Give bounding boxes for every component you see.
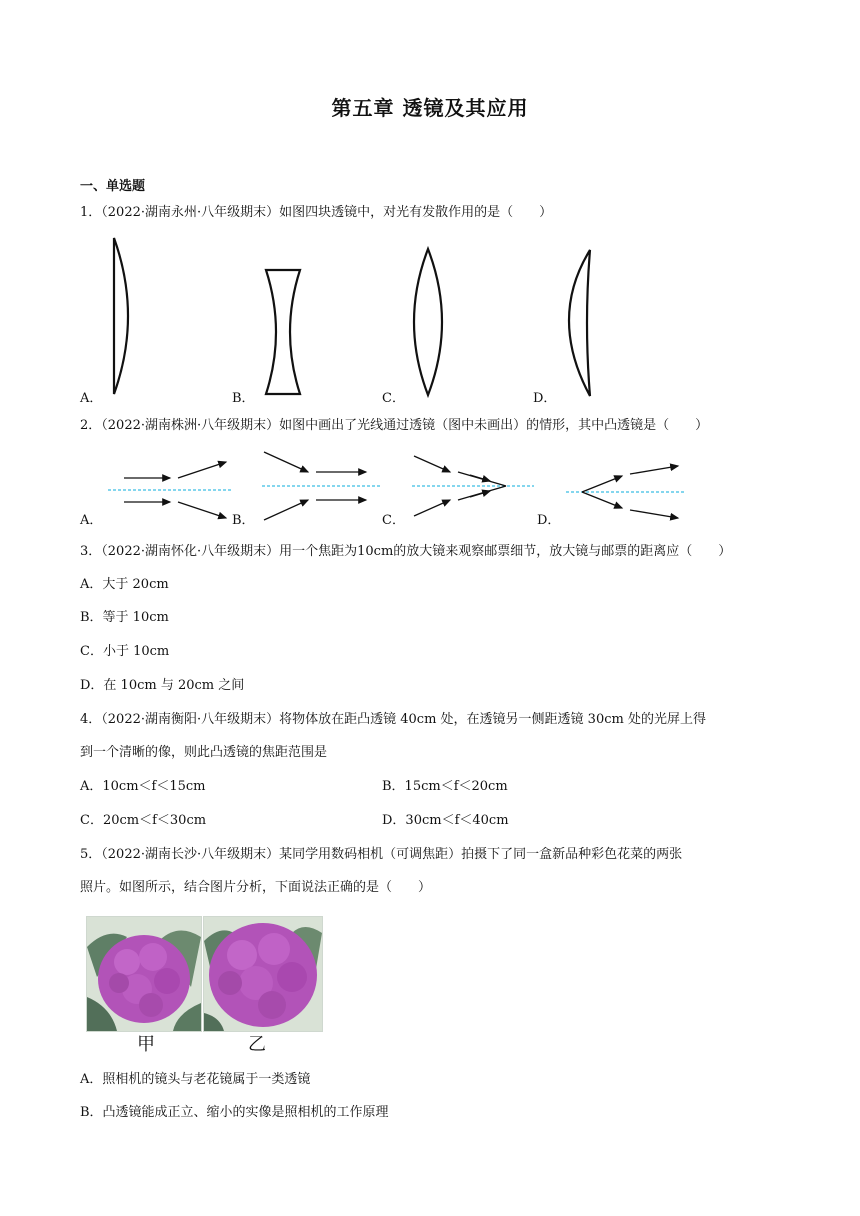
q2-figure-a (104, 458, 234, 522)
q3-option-d: D．在 10cm 与 20cm 之间 (80, 678, 245, 693)
page-title: 第五章 透镜及其应用 (331, 96, 529, 120)
q2-figure-d (564, 458, 688, 524)
q1-lens-c (408, 247, 448, 397)
photo-jia (86, 916, 202, 1032)
q5-option-b: B．凸透镜能成正立、缩小的实像是照相机的工作原理 (80, 1105, 389, 1120)
q4-option-d: D．30cm＜f＜40cm (382, 813, 509, 828)
section-heading: 一、单选题 (80, 179, 146, 194)
q1-label-d: D． (533, 391, 557, 406)
question-5-stem-line2: 照片。如图所示，结合图片分析，下面说法正确的是（ ） (80, 880, 432, 895)
q3-option-c: C．小于 10cm (80, 644, 170, 659)
q1-lens-a (108, 236, 140, 396)
q1-label-a: A． (80, 391, 103, 406)
question-2-stem: 2．（2022·湖南株洲·八年级期末）如图中画出了光线通过透镜（图中未画出）的情形，其中凸透镜是（ ） (80, 418, 709, 433)
q1-label-b: B． (232, 391, 255, 406)
q2-figure-c (410, 450, 536, 522)
photo-yi (203, 916, 323, 1032)
q2-label-d: D． (537, 513, 561, 528)
q3-option-a: A．大于 20cm (80, 577, 169, 592)
q2-label-c: C． (382, 513, 405, 528)
q2-label-b: B． (232, 513, 255, 528)
question-5-stem-line1: 5．（2022·湖南长沙·八年级期末）某同学用数码相机（可调焦距）拍摄下了同一盒新品种彩色花菜的两张 (80, 847, 683, 862)
photo-label-yi: 乙 (248, 1034, 266, 1055)
photo-label-jia: 甲 (137, 1034, 155, 1055)
q2-figure-b (260, 448, 384, 524)
question-1-stem: 1．（2022·湖南永州·八年级期末）如图四块透镜中，对光有发散作用的是（ ） (80, 205, 553, 220)
q4-option-a: A．10cm＜f＜15cm (80, 779, 206, 794)
q1-lens-d (556, 248, 600, 398)
q2-label-a: A． (80, 513, 103, 528)
q5-option-a: A．照相机的镜头与老花镜属于一类透镜 (80, 1072, 311, 1087)
q4-option-b: B．15cm＜f＜20cm (382, 779, 508, 794)
q1-label-c: C． (382, 391, 405, 406)
q4-option-c: C．20cm＜f＜30cm (80, 813, 207, 828)
question-4-stem-line1: 4．（2022·湖南衡阳·八年级期末）将物体放在距凸透镜 40cm 处，在透镜另一侧距透镜 30cm 处的光屏上得 (80, 712, 706, 727)
q3-option-b: B．等于 10cm (80, 610, 169, 625)
q1-lens-b (258, 266, 308, 398)
question-4-stem-line2: 到一个清晰的像，则此凸透镜的焦距范围是 (80, 745, 328, 760)
question-3-stem: 3．（2022·湖南怀化·八年级期末）用一个焦距为10cm的放大镜来观察邮票细节，放大镜与邮票的距离应（ ） (80, 544, 732, 559)
